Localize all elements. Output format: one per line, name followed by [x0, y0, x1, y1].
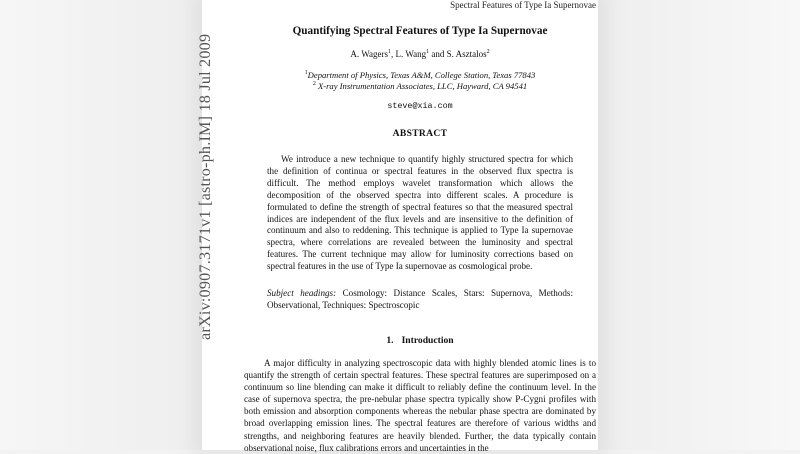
author-list: [240, 49, 600, 59]
abstract-text: We introduce a new technique to quantify highly structured spectra for which the definition of continua or spectral features in the observed flux spectra is difficult. The method employs wavelet transformation which allows the decomposition of the observed spectra into different scales. A procedure is formulated to define the strength of spectral features so that the measured spectral indices are independent of the flux levels and are insensitive to the definition of continuum and also to reddening. This technique is applied to Type Ia supernovae spectra, where correlations are revealed between the luminosity and spectral features. The current technique may allow for luminosity corrections based on spectral features in the use of Type Ia supernovae as cosmological probe.: [267, 154, 573, 272]
contact-email: steve@xia.com: [387, 101, 453, 111]
author-affiliation-mark: 2: [486, 49, 490, 55]
arxiv-stamp: arXiv:0907.3171v1 [astro-ph.IM] 18 Jul 2009: [196, 33, 214, 340]
author-affiliation-mark: 1: [387, 49, 391, 55]
author-separator: and: [429, 49, 447, 59]
subject-headings: [267, 288, 573, 312]
affiliation-mark: 1: [304, 70, 308, 77]
section-heading-introduction: [240, 335, 600, 346]
author-name: A. Wagers: [350, 49, 388, 59]
subject-headings-text: Cosmology: Distance Scales, Stars: Supernova, Methods: Observational, Techniques: Spectroscopic: [267, 288, 573, 310]
paper-title: Quantifying Spectral Features of Type Ia Supernovae: [292, 25, 548, 37]
author-affiliation-mark: 1: [426, 49, 430, 55]
author-name: S. Asztalos: [446, 49, 487, 59]
affiliation-2: [240, 81, 600, 91]
affiliation-text: X-ray Instrumentation Associates, LLC, Hayward, CA 94541: [317, 81, 528, 91]
subject-headings-label: Subject headings:: [267, 288, 337, 298]
introduction-paragraph: A major difficulty in analyzing spectroscopic data with highly blended atomic lines is to quantify the strength of certain spectral features. These spectral features are superimposed on a continuum so line blending can make it difficult to reliably define the continuum level. In the case of supernova spectra, the pre-nebular phase spectra typically show P-Cygni profiles with both emission and absorption components whereas the nebular phase spectra are dominated by broad overlapping emission lines. The spectral features are therefore of various widths and strengths, and neighboring features are heavily blended. Further, the data typically contain observational noise, flux calibrations errors and uncertainties in the: [244, 358, 596, 453]
running-head: Spectral Features of Type Ia Supernovae: [450, 0, 596, 10]
author-separator: ,: [390, 49, 396, 59]
affiliation-text: Department of Physics, Texas A&M, College Station, Texas 77843: [307, 70, 536, 80]
author-name: L. Wang: [395, 49, 427, 59]
affiliation-1: [240, 70, 600, 80]
section-number: 1.: [386, 335, 394, 346]
affiliation-mark: 2: [312, 81, 316, 88]
section-title: Introduction: [401, 335, 454, 346]
abstract-heading: ABSTRACT: [392, 128, 448, 139]
right-margin-background: [598, 0, 800, 450]
left-margin-background: [0, 0, 202, 450]
